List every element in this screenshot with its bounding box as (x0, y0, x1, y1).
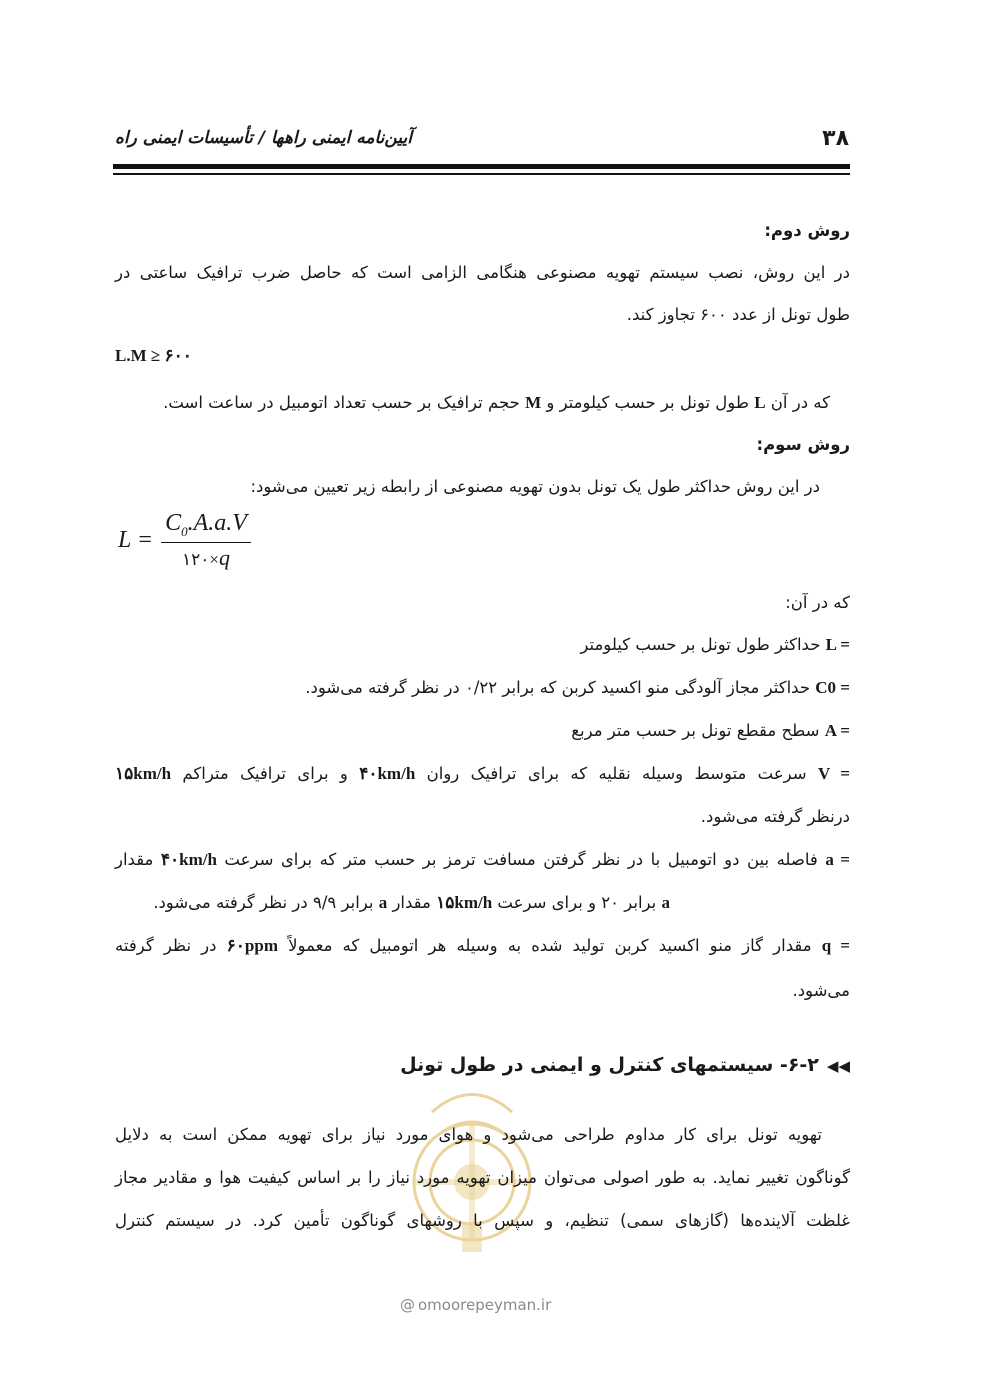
method2-explanation (115, 388, 850, 418)
def-q-text-a: مقدار گاز منو اکسید کربن تولید شده به وسیله هر اتومبیل که معمولاً (278, 936, 812, 955)
header-rule-thick (113, 164, 850, 169)
condition-formula: L.M ≥ ۶۰۰ (115, 346, 192, 365)
def-a-line2-symbol2: a (378, 893, 388, 912)
section-paragraph-line2: گوناگون تغییر نماید. به طور اصولی می‌توان میزان تهویه مورد نیاز را بر اساس کیفیت هوا و مقادیر مجاز (115, 1168, 850, 1187)
method3-intro: در این روش حداکثر طول یک تونل بدون تهویه مصنوعی از رابطه زیر تعیین می‌شود: (250, 477, 820, 496)
method2-paragraph-line1: در این روش، نصب سیستم تهویه مصنوعی هنگامی الزامی است که حاصل ضرب ترافیک ساعتی در (115, 263, 850, 282)
header-rule-thin (113, 173, 850, 175)
def-q-value: ۶۰ppm (226, 936, 278, 955)
def-a-line2 (115, 888, 850, 918)
formula-fraction (161, 510, 251, 571)
def-C0-symbol: C0 = (815, 678, 850, 697)
def-V-line2: درنظر گرفته می‌شود. (700, 807, 850, 826)
explain-part-a: که در آن (765, 393, 830, 412)
explain-part-b: طول تونل بر حسب کیلومتر و (541, 393, 755, 412)
def-q-line2: می‌شود. (792, 981, 850, 1000)
def-a-value1: ۴۰km/h (160, 850, 217, 869)
running-title: آیین‌نامه ایمنی راهها / تأسیسات ایمنی راه (115, 128, 412, 148)
formula-lhs: L = (118, 526, 154, 553)
def-L-symbol: L = (825, 635, 850, 654)
def-L-text: حداکثر طول تونل بر حسب کیلومتر (580, 635, 821, 654)
formula-numerator-rest: .A.a.V (187, 510, 247, 536)
def-a-symbol: a = (825, 850, 850, 869)
def-V-line1 (115, 759, 850, 789)
def-a-text-b: مقدار (115, 850, 161, 869)
def-V-value1: ۴۰km/h (359, 764, 416, 783)
explain-part-c: حجم ترافیک بر حسب تعداد اتومبیل در ساعت است. (163, 393, 526, 412)
section-paragraph-line3: غلظت آلاینده‌ها (گازهای سمی) تنظیم، و سپس با روشهای گوناگون تأمین کرد. در سیستم کنترل (115, 1211, 850, 1230)
def-q-symbol: q = (821, 936, 850, 955)
formula-denominator-var: q (219, 544, 231, 570)
symbol-L: L (754, 393, 766, 412)
method2-paragraph-line2: طول تونل از عدد ۶۰۰ تجاوز کند. (626, 305, 850, 324)
double-arrow-left-icon: ◀◀ (826, 1057, 850, 1075)
def-V-symbol: V = (817, 764, 850, 783)
def-A-text: سطح مقطع تونل بر حسب متر مربع (571, 721, 820, 740)
formula-denominator-const: ۱۲۰× (182, 549, 220, 569)
def-a-value2: ۱۵km/h (436, 893, 493, 912)
method2-title: روش دوم: (764, 221, 850, 240)
def-a-line2-text-a: برابر ۲۰ و برای سرعت (492, 893, 662, 912)
def-q-text-b: در نظر گرفته (115, 936, 227, 955)
at-sign-icon: @ (400, 1296, 415, 1314)
symbol-M: M (525, 393, 542, 412)
section-paragraph-line1: تهویه تونل برای کار مداوم طراحی می‌شود و هوای مورد نیاز برای تهویه ممکن است به دلایل (115, 1125, 822, 1144)
def-V-value2: ۱۵km/h (115, 764, 172, 783)
def-a-line2-text-b: مقدار (387, 893, 437, 912)
formula-numerator (161, 510, 251, 543)
def-a-line2-symbol: a (661, 893, 670, 912)
max-length-formula (118, 510, 251, 571)
def-C0-text: حداکثر مجاز آلودگی منو اکسید کربن که برابر ۰/۲۲ در نظر گرفته می‌شود. (305, 678, 811, 697)
method3-title: روش سوم: (756, 435, 850, 454)
website-footer (400, 1296, 551, 1314)
def-V-text-b: و برای ترافیک متراکم (171, 764, 360, 783)
def-q-line1 (115, 931, 850, 961)
def-A-symbol: A = (824, 721, 850, 740)
where-label: که در آن: (785, 593, 850, 612)
def-L (115, 630, 850, 660)
website-text: omoorepeyman.ir (418, 1296, 552, 1314)
page-number: ۳۸ (822, 126, 849, 151)
def-V-text-a: سرعت متوسط وسیله نقلیه که برای ترافیک روان (415, 764, 807, 783)
formula-denominator (161, 543, 251, 571)
def-C0 (115, 673, 850, 703)
section-heading-text: ۶-۲- سیستمهای کنترل و ایمنی در طول تونل (400, 1054, 819, 1076)
formula-c: C (165, 510, 182, 536)
def-a-text-a: فاصله بین دو اتومبیل با در نظر گرفتن مسافت ترمز بر حسب متر که برای سرعت (216, 850, 818, 869)
def-a-line1 (115, 845, 850, 875)
def-A (115, 716, 850, 746)
formula-c-subscript: 0 (181, 523, 188, 539)
def-a-line2-text-c: برابر ۹/۹ در نظر گرفته می‌شود. (153, 893, 379, 912)
